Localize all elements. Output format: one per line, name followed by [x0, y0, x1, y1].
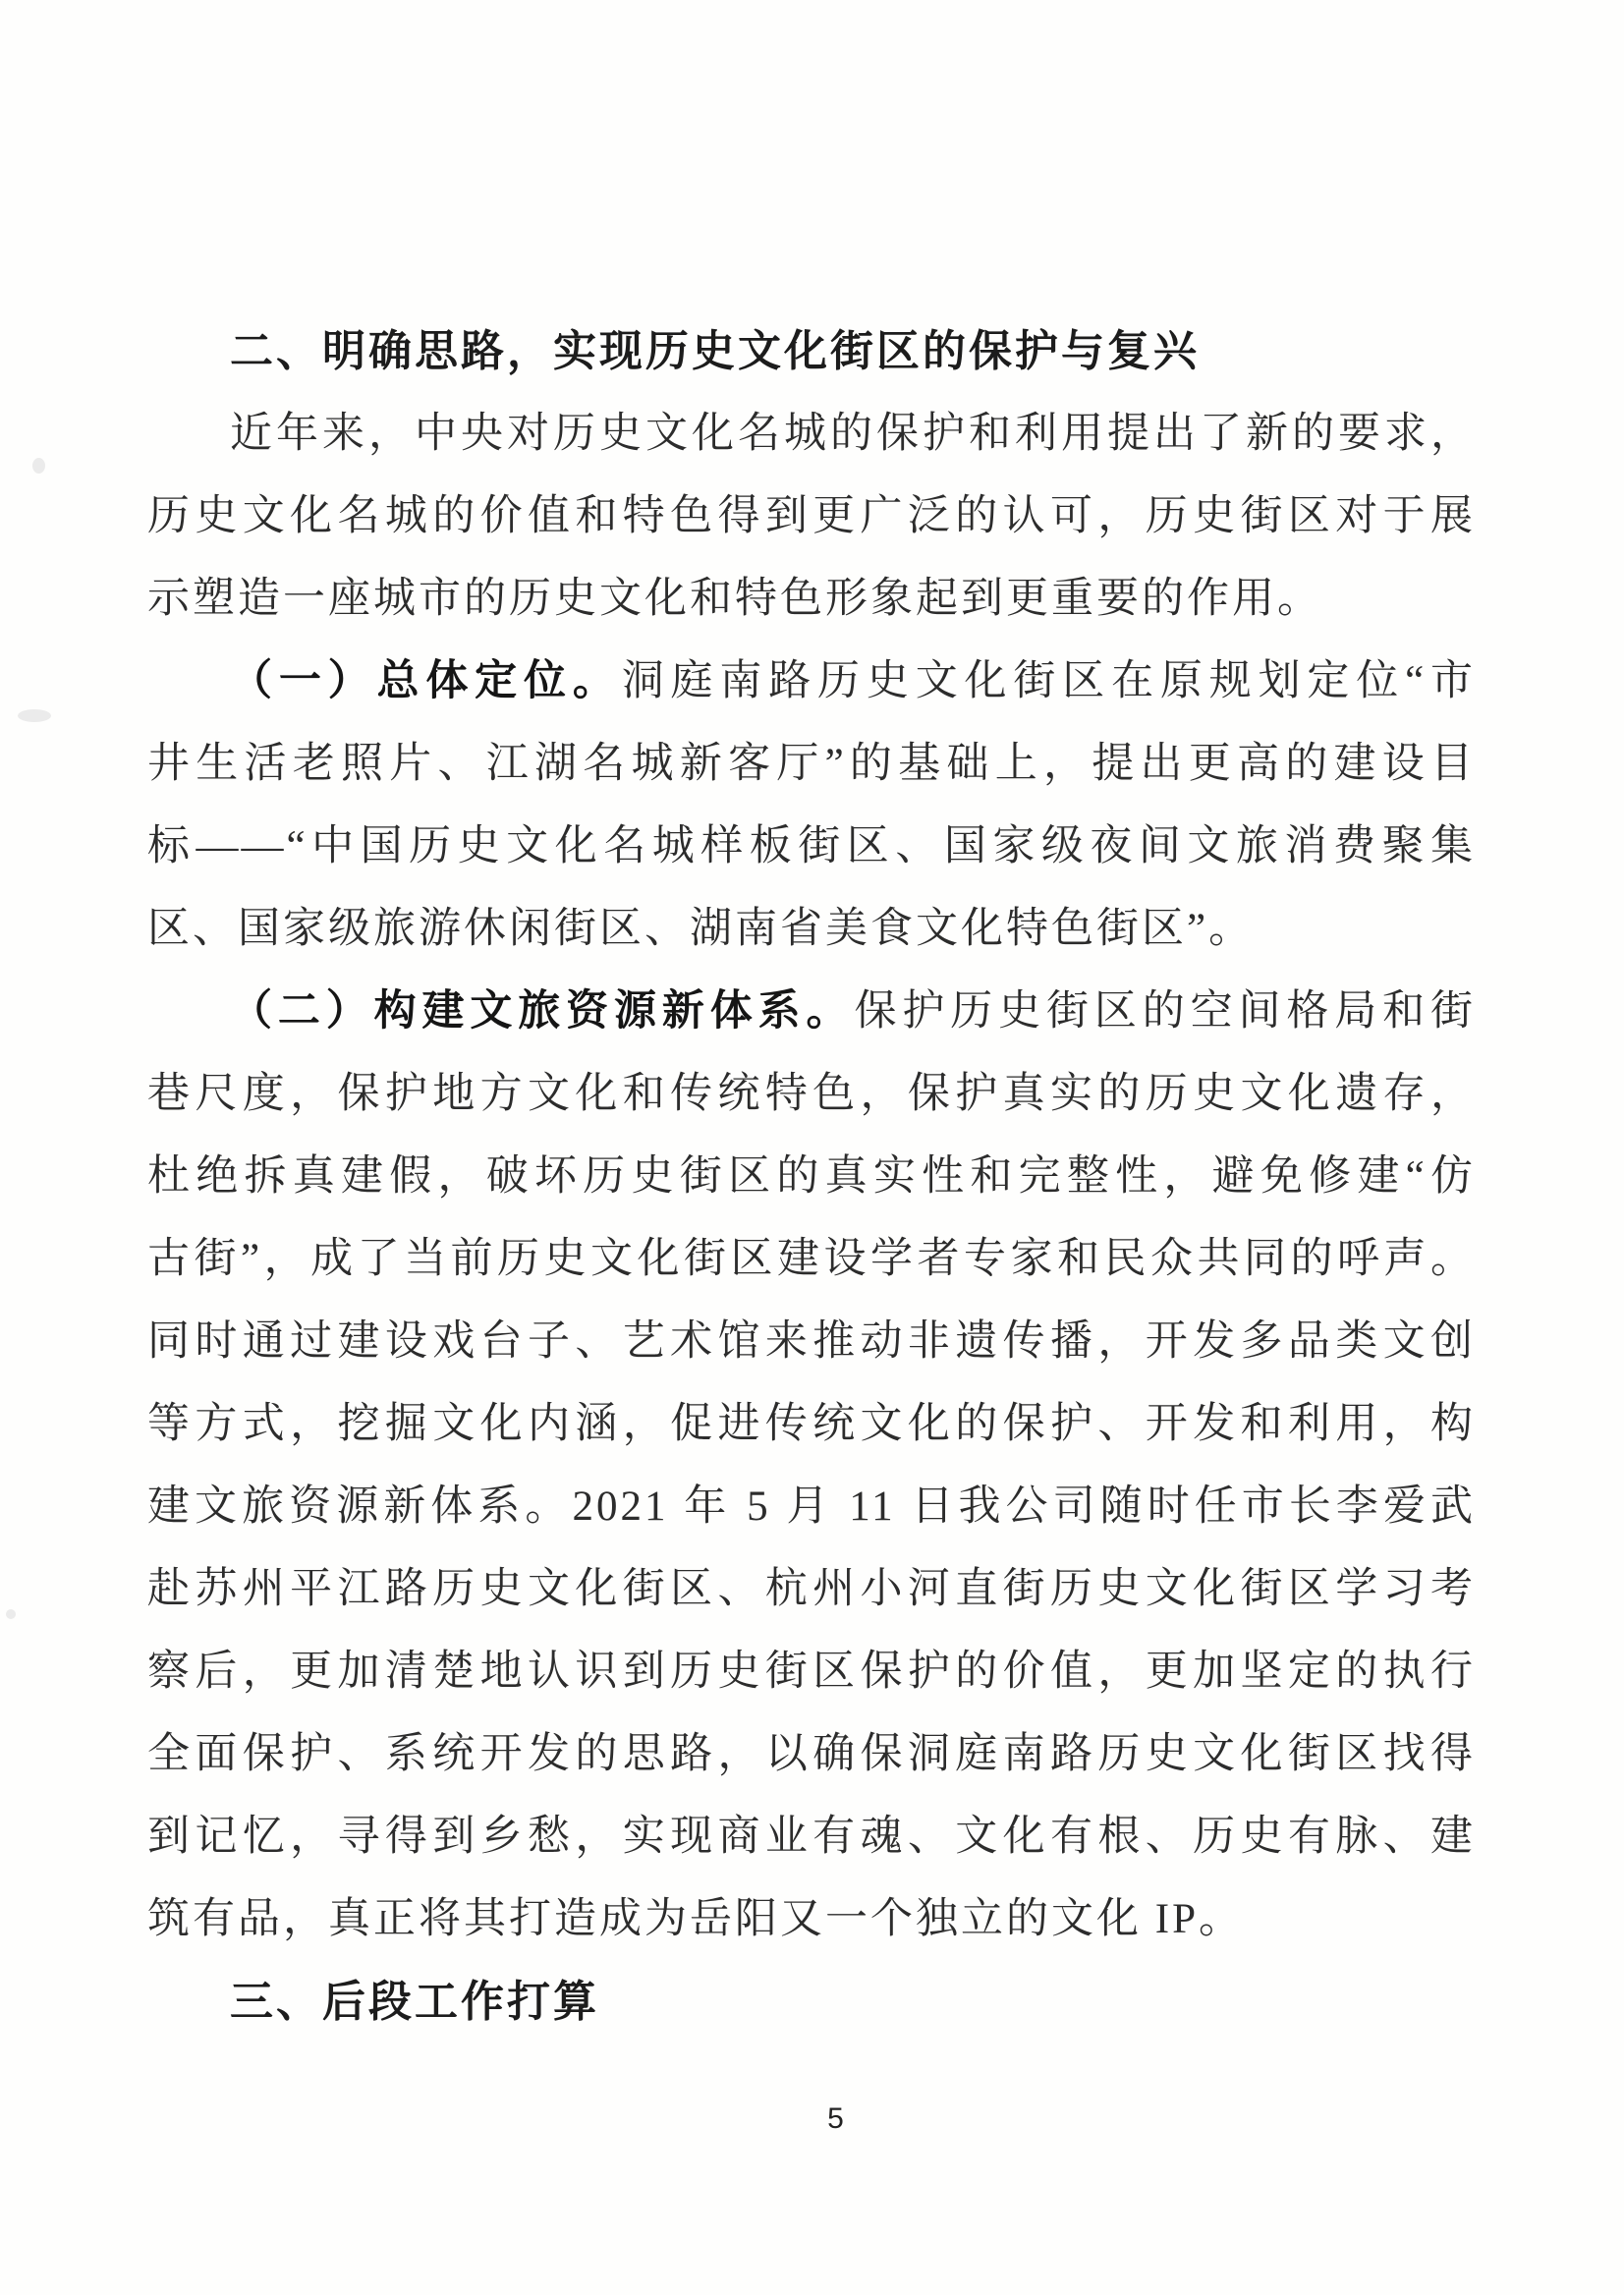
text-line: 巷尺度，保护地方文化和传统特色，保护真实的历史文化遗存，: [147, 1071, 1476, 1117]
scan-artifact: [6, 1609, 16, 1619]
text-line: 井生活老照片、江湖名城新客厅”的基础上，提出更高的建设目: [147, 741, 1476, 787]
text-line: 筑有品，真正将其打造成为岳阳又一个独立的文化 IP。: [147, 1896, 1244, 1942]
text-line: 杜绝拆真建假，破坏历史街区的真实性和完整性，避免修建“仿: [147, 1153, 1476, 1200]
text-line: 示塑造一座城市的历史文化和特色形象起到更重要的作用。: [147, 576, 1322, 622]
text-line: 全面保护、系统开发的思路，以确保洞庭南路历史文化街区找得: [147, 1731, 1476, 1777]
text-line: 古街”，成了当前历史文化街区建设学者专家和民众共同的呼声。: [147, 1236, 1476, 1282]
text-line: 近年来，中央对历史文化名城的保护和利用提出了新的要求，: [230, 411, 1476, 457]
text-line: 察后，更加清楚地认识到历史街区保护的价值，更加坚定的执行: [147, 1649, 1476, 1695]
text-line: 建文旅资源新体系。2021 年 5 月 11 日我公司随时任市长李爱武: [147, 1483, 1476, 1530]
text-line: 历史文化名城的价值和特色得到更广泛的认可，历史街区对于展: [147, 493, 1476, 539]
text-line: 标——“中国历史文化名城样板街区、国家级夜间文旅消费聚集: [147, 823, 1476, 869]
text-line: 等方式，挖掘文化内涵，促进传统文化的保护、开发和利用，构: [147, 1401, 1476, 1447]
line-text: 保护历史街区的空间格局和街: [854, 988, 1477, 1035]
scan-artifact: [18, 709, 51, 722]
section-heading: 三、后段工作打算: [230, 1978, 599, 2026]
page-number: 5: [827, 2102, 844, 2135]
line-text: 洞庭南路历史文化街区在原规划定位“市: [621, 658, 1477, 704]
section-heading: 二、明确思路，实现历史文化街区的保护与复兴: [230, 327, 1200, 375]
text-line: 区、国家级旅游休闲街区、湖南省美食文化特色街区”。: [147, 906, 1255, 952]
text-line: [147, 641, 1476, 723]
document-body-text: [147, 310, 1476, 2043]
bold-lead-text: （一）总体定位。: [230, 658, 622, 704]
bold-lead-text: （二）构建文旅资源新体系。: [230, 988, 855, 1035]
scan-artifact: [32, 458, 45, 474]
text-line: [147, 971, 1476, 1053]
text-line: 到记忆，寻得到乡愁，实现商业有魂、文化有根、历史有脉、建: [147, 1814, 1476, 1860]
text-line: 赴苏州平江路历史文化街区、杭州小河直街历史文化街区学习考: [147, 1566, 1476, 1612]
text-line: 同时通过建设戏台子、艺术馆来推动非遗传播，开发多品类文创: [147, 1318, 1476, 1365]
